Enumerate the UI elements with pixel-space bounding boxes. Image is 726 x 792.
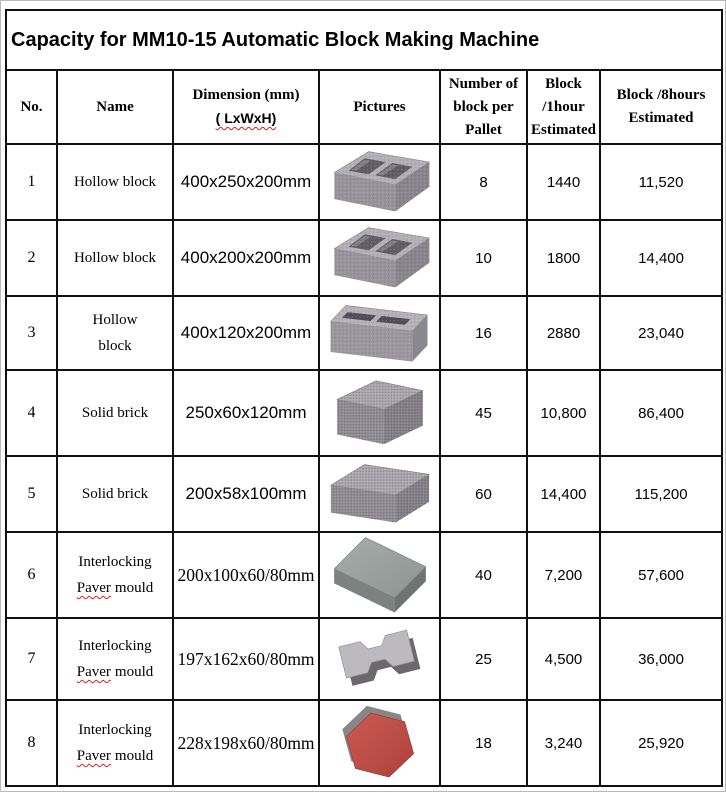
title-cell <box>6 10 722 70</box>
picture-cell <box>319 700 440 786</box>
per-hour-cell: 1440 <box>527 144 600 220</box>
name-cell: Solid brick <box>57 370 173 456</box>
per-8hours-cell: 57,600 <box>600 532 722 618</box>
picture-cell <box>319 144 440 220</box>
per-hour-cell: 7,200 <box>527 532 600 618</box>
per-8hours-cell: 25,920 <box>600 700 722 786</box>
title-row <box>6 10 722 70</box>
table-row <box>6 220 722 296</box>
header-name: Name <box>57 70 173 144</box>
dogbone-paver-image <box>327 622 433 696</box>
dimension-cell: 197x162x60/80mm <box>173 618 319 700</box>
per-hour-cell: 3,240 <box>527 700 600 786</box>
table-row <box>6 296 722 370</box>
row-number-cell: 2 <box>6 220 57 296</box>
per-hour-cell: 14,400 <box>527 456 600 532</box>
per-pallet-cell: 18 <box>440 700 527 786</box>
name-cell: Hollow block <box>57 220 173 296</box>
header-dimension: Dimension (mm) ( LxWxH) <box>173 70 319 144</box>
solid-brick-image <box>325 458 435 530</box>
picture-cell <box>319 618 440 700</box>
per-pallet-cell: 25 <box>440 618 527 700</box>
per-pallet-cell: 8 <box>440 144 527 220</box>
dimension-cell: 200x58x100mm <box>173 456 319 532</box>
table-row <box>6 618 722 700</box>
hollow-block-image <box>323 221 437 295</box>
solid-brick-image <box>329 374 431 452</box>
per-8hours-cell: 14,400 <box>600 220 722 296</box>
misspelled-word: Paver <box>76 748 111 764</box>
row-number-cell: 1 <box>6 144 57 220</box>
name-cell: Interlocking Paver mould <box>57 700 173 786</box>
header-per-pallet: Number of block per Pallet <box>440 70 527 144</box>
table-row <box>6 700 722 786</box>
per-pallet-cell: 45 <box>440 370 527 456</box>
per-hour-cell: 4,500 <box>527 618 600 700</box>
table-row <box>6 532 722 618</box>
per-8hours-cell: 115,200 <box>600 456 722 532</box>
picture-cell <box>319 456 440 532</box>
dimension-cell: 228x198x60/80mm <box>173 700 319 786</box>
per-pallet-cell: 16 <box>440 296 527 370</box>
dimension-cell: 400x200x200mm <box>173 220 319 296</box>
header-pictures: Pictures <box>319 70 440 144</box>
per-8hours-cell: 23,040 <box>600 296 722 370</box>
row-number-cell: 6 <box>6 532 57 618</box>
name-cell: Interlocking Paver mould <box>57 532 173 618</box>
row-number-cell: 7 <box>6 618 57 700</box>
capacity-table <box>5 9 723 787</box>
per-pallet-cell: 60 <box>440 456 527 532</box>
misspelled-word: Paver <box>76 664 111 680</box>
name-cell: Solid brick <box>57 456 173 532</box>
partition-block-image <box>323 297 437 369</box>
picture-cell <box>319 220 440 296</box>
header-no: No. <box>6 70 57 144</box>
header-per-8hours: Block /8hours Estimated <box>600 70 722 144</box>
rectangular-paver-image <box>330 533 430 617</box>
row-number-cell: 3 <box>6 296 57 370</box>
per-pallet-cell: 40 <box>440 532 527 618</box>
name-cell: Hollow block <box>57 144 173 220</box>
row-number-cell: 4 <box>6 370 57 456</box>
per-hour-cell: 10,800 <box>527 370 600 456</box>
name-cell: Hollow block <box>57 296 173 370</box>
dimension-cell: 250x60x120mm <box>173 370 319 456</box>
dimension-cell: 400x250x200mm <box>173 144 319 220</box>
picture-cell <box>319 370 440 456</box>
name-cell: Interlocking Paver mould <box>57 618 173 700</box>
picture-cell <box>319 296 440 370</box>
per-pallet-cell: 10 <box>440 220 527 296</box>
capacity-table-document <box>5 9 723 787</box>
per-8hours-cell: 86,400 <box>600 370 722 456</box>
per-hour-cell: 2880 <box>527 296 600 370</box>
table-row <box>6 144 722 220</box>
hexagonal-paver-image <box>330 702 430 784</box>
lxwxh-label: ( LxWxH) <box>215 110 277 126</box>
per-8hours-cell: 36,000 <box>600 618 722 700</box>
misspelled-word: Paver <box>76 580 111 596</box>
dimension-cell: 400x120x200mm <box>173 296 319 370</box>
per-hour-cell: 1800 <box>527 220 600 296</box>
dimension-cell: 200x100x60/80mm <box>173 532 319 618</box>
page-title: Capacity for MM10-15 Automatic Block Making Machine <box>11 28 540 51</box>
per-8hours-cell: 11,520 <box>600 144 722 220</box>
picture-cell <box>319 532 440 618</box>
row-number-cell: 8 <box>6 700 57 786</box>
row-number-cell: 5 <box>6 456 57 532</box>
table-row <box>6 370 722 456</box>
hollow-block-image <box>323 145 437 219</box>
header-per-hour: Block /1hour Estimated <box>527 70 600 144</box>
table-row <box>6 456 722 532</box>
header-row <box>6 70 722 144</box>
